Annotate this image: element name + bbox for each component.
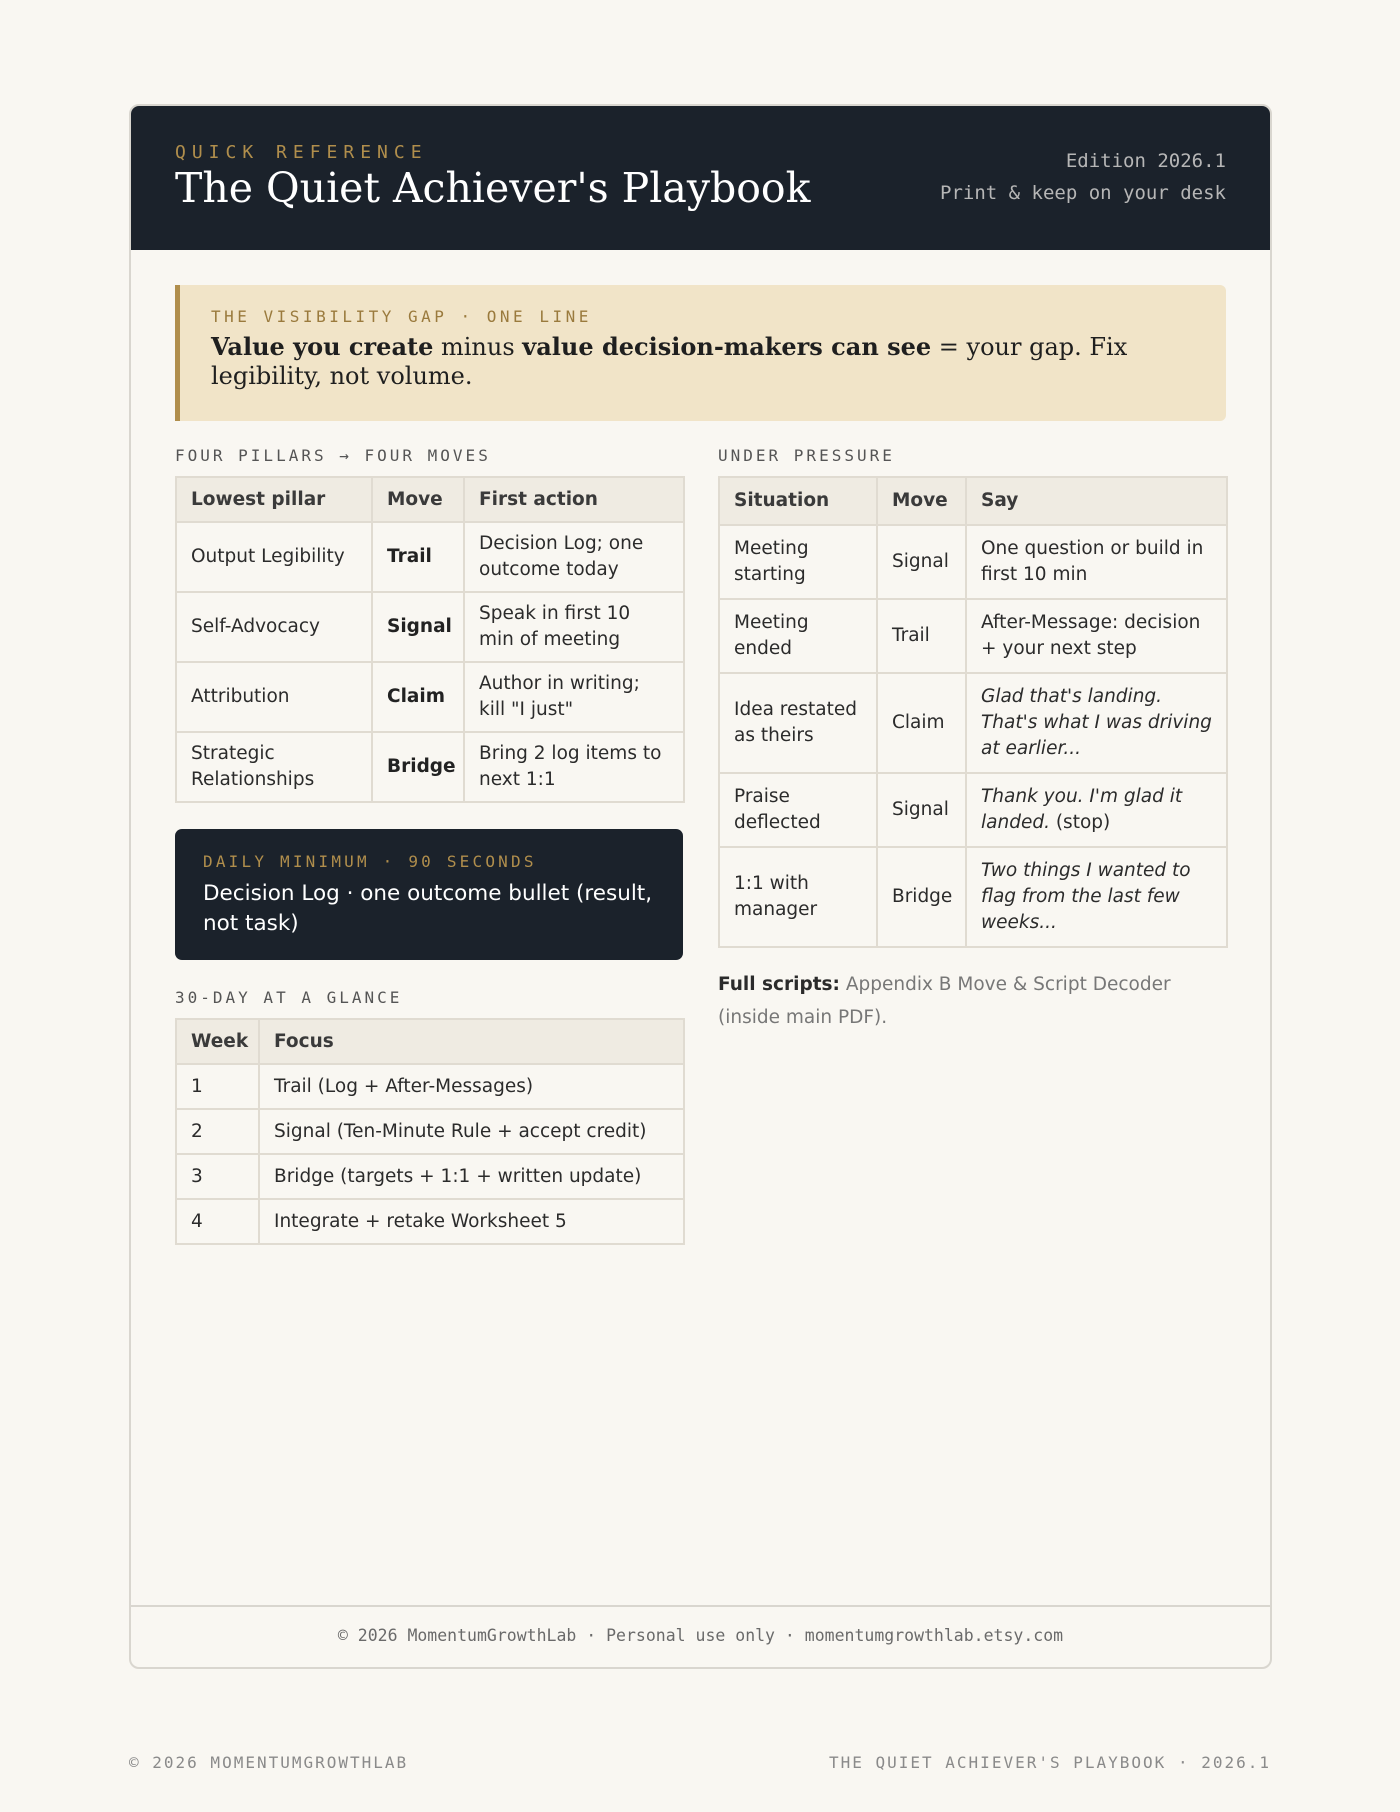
say-script: Two things I wanted to flag from the last few weeks... [981, 860, 1191, 933]
table-row [719, 847, 1227, 947]
gap-tail: = your gap. Fix legibility, not volume. [211, 333, 1128, 390]
pillar-cell: Self-Advocacy [176, 592, 372, 662]
page-title: The Quiet Achiever's Playbook [175, 164, 811, 212]
table-row [176, 1064, 684, 1109]
situation-cell: Meeting starting [719, 525, 877, 599]
column-header: Say [966, 477, 1227, 525]
situation-cell: 1:1 with manager [719, 847, 877, 947]
move-cell: Bridge [877, 847, 966, 947]
focus-cell: Integrate + retake Worksheet 5 [259, 1199, 684, 1244]
gap-bold-create: Value you create [211, 332, 434, 361]
pillars-table [175, 476, 685, 803]
reference-card [129, 104, 1272, 1669]
pressure-section-label: UNDER PRESSURE [718, 446, 895, 465]
table-row [176, 592, 684, 662]
focus-cell: Signal (Ten-Minute Rule + accept credit) [259, 1109, 684, 1154]
situation-cell: Meeting ended [719, 599, 877, 673]
move-cell: Signal [877, 773, 966, 847]
table-header-row [176, 1019, 684, 1064]
say-cell [966, 773, 1227, 847]
week-cell: 2 [176, 1109, 259, 1154]
move-cell: Trail [372, 522, 464, 592]
full-scripts-bold: Full scripts: [718, 974, 840, 995]
move-cell: Trail [877, 599, 966, 673]
action-cell: Decision Log; one outcome today [464, 522, 684, 592]
table-row [176, 1109, 684, 1154]
full-scripts-text: Appendix B Move & Script Decoder (inside main PDF). [718, 974, 1171, 1028]
table-row [719, 525, 1227, 599]
column-header: Move [877, 477, 966, 525]
table-header-row [719, 477, 1227, 525]
say-cell [966, 847, 1227, 947]
column-header: Focus [259, 1019, 684, 1064]
move-cell: Signal [372, 592, 464, 662]
pillars-section-label: FOUR PILLARS → FOUR MOVES [175, 446, 491, 465]
say-cell: After-Message: decision + your next step [966, 599, 1227, 673]
action-cell: Bring 2 log items to next 1:1 [464, 732, 684, 802]
table-row [176, 1154, 684, 1199]
table-row [176, 522, 684, 592]
week-cell: 3 [176, 1154, 259, 1199]
situation-cell: Praise deflected [719, 773, 877, 847]
gap-text [211, 332, 1196, 391]
pillar-cell: Output Legibility [176, 522, 372, 592]
gap-label: THE VISIBILITY GAP · ONE LINE [211, 307, 592, 326]
column-header: Situation [719, 477, 877, 525]
column-header: Week [176, 1019, 259, 1064]
eyebrow-label: QUICK REFERENCE [175, 142, 428, 163]
pillar-cell: Attribution [176, 662, 372, 732]
focus-cell: Trail (Log + After-Messages) [259, 1064, 684, 1109]
thirty-day-section-label: 30-DAY AT A GLANCE [175, 988, 403, 1007]
week-cell: 1 [176, 1064, 259, 1109]
column-header: Lowest pillar [176, 477, 372, 522]
say-cell: One question or build in first 10 min [966, 525, 1227, 599]
table-row [719, 773, 1227, 847]
column-header: Move [372, 477, 464, 522]
action-cell: Speak in first 10 min of meeting [464, 592, 684, 662]
say-script: Glad that's landing. That's what I was driving at earlier... [981, 686, 1212, 759]
gap-minus: minus [433, 333, 523, 361]
column-header: First action [464, 477, 684, 522]
full-scripts-note [718, 968, 1218, 1034]
table-header-row [176, 477, 684, 522]
move-cell: Claim [877, 673, 966, 773]
table-row [719, 673, 1227, 773]
page-footer-right: THE QUIET ACHIEVER'S PLAYBOOK · 2026.1 [828, 1753, 1271, 1772]
focus-cell: Bridge (targets + 1:1 + written update) [259, 1154, 684, 1199]
card-footer: © 2026 MomentumGrowthLab · Personal use only · momentumgrowthlab.etsy.com [131, 1605, 1270, 1669]
week-cell: 4 [176, 1199, 259, 1244]
gap-bold-see: value decision-makers can see [522, 332, 932, 361]
daily-text: Decision Log · one outcome bullet (result, not task) [203, 881, 653, 936]
edition-label: Edition 2026.1 [1065, 150, 1226, 172]
move-cell: Claim [372, 662, 464, 732]
pressure-table [718, 476, 1228, 948]
pillar-cell: Strategic Relationships [176, 732, 372, 802]
table-row [176, 662, 684, 732]
daily-label: DAILY MINIMUM · 90 SECONDS [203, 852, 537, 871]
move-cell: Signal [877, 525, 966, 599]
table-row [176, 1199, 684, 1244]
thirty-day-table [175, 1018, 685, 1245]
print-note: Print & keep on your desk [940, 182, 1226, 204]
page-footer-left: © 2026 MOMENTUMGROWTHLAB [129, 1753, 409, 1772]
say-tail: (stop) [1049, 812, 1111, 833]
move-cell: Bridge [372, 732, 464, 802]
table-row [176, 732, 684, 802]
say-script: Thank you. I'm glad it landed. [981, 786, 1183, 833]
situation-cell: Idea restated as theirs [719, 673, 877, 773]
visibility-gap-callout [175, 285, 1226, 421]
action-cell: Author in writing; kill "I just" [464, 662, 684, 732]
say-cell [966, 673, 1227, 773]
daily-minimum-callout [175, 829, 683, 960]
table-row [719, 599, 1227, 673]
card-header [131, 106, 1270, 250]
